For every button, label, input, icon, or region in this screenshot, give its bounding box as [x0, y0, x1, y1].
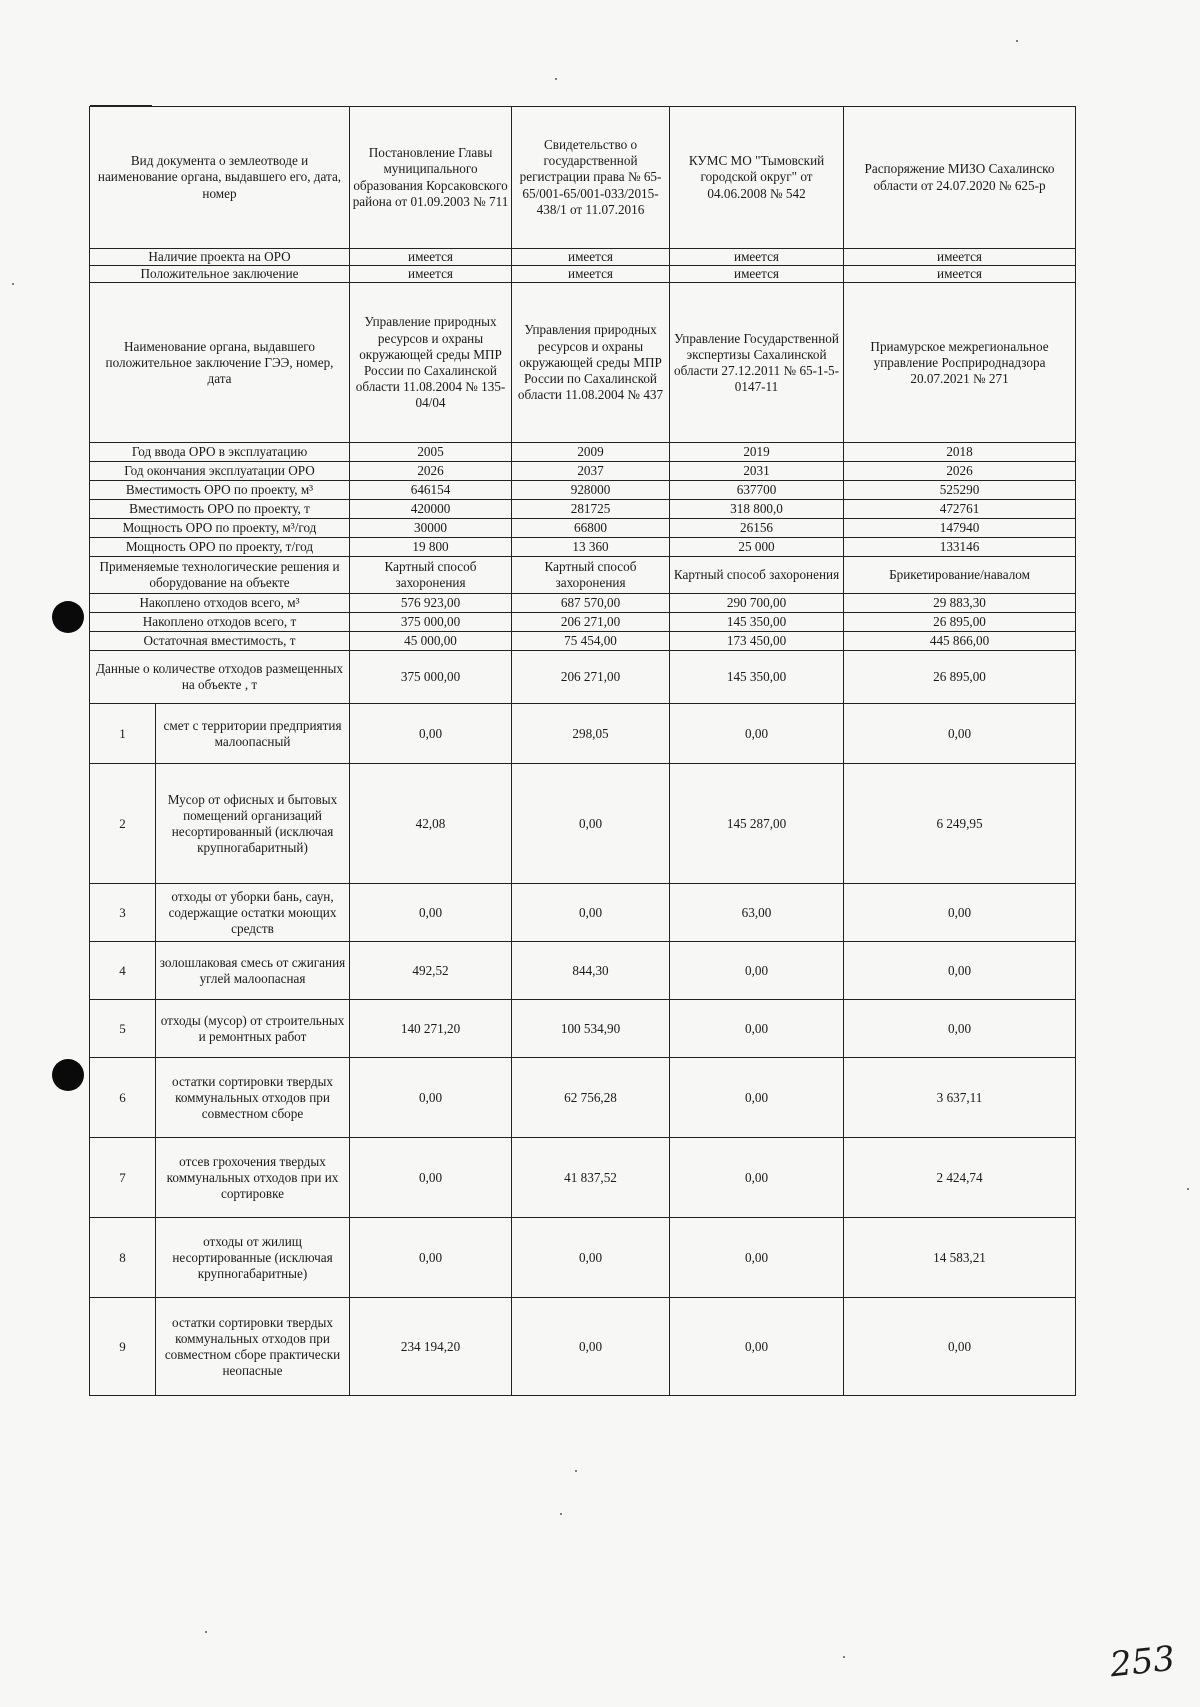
row-label: Мощность ОРО по проекту, т/год [90, 538, 350, 557]
header-col-3: КУМС МО "Тымовский городской округ" от 04.06.2008 № 542 [670, 107, 844, 249]
waste-row [90, 884, 1076, 942]
row-value: 2009 [512, 443, 670, 462]
waste-row-value: 298,05 [512, 704, 670, 764]
row-value: 26156 [670, 519, 844, 538]
waste-row-number: 1 [90, 704, 156, 764]
row-value: 2026 [844, 462, 1076, 481]
waste-row-value: 0,00 [350, 1218, 512, 1298]
table-row [90, 266, 1076, 283]
waste-row-name: остатки сортировки твердых коммунальных отходов при совместном сборе [156, 1058, 350, 1138]
waste-row-value: 0,00 [670, 1138, 844, 1218]
waste-row-value: 14 583,21 [844, 1218, 1076, 1298]
row-value: 687 570,00 [512, 594, 670, 613]
row-value: имеется [670, 266, 844, 283]
waste-row-value: 0,00 [670, 1058, 844, 1138]
row-label: Наличие проекта на ОРО [90, 249, 350, 266]
waste-row-value: 2 424,74 [844, 1138, 1076, 1218]
row-value: 445 866,00 [844, 632, 1076, 651]
table-row [90, 538, 1076, 557]
row-label: Накоплено отходов всего, т [90, 613, 350, 632]
waste-row-value: 140 271,20 [350, 1000, 512, 1058]
row-label: Вместимость ОРО по проекту, м³ [90, 481, 350, 500]
row-value: 637700 [670, 481, 844, 500]
waste-row-name: отходы от уборки бань, саун, содержащие остатки моющих средств [156, 884, 350, 942]
page-number: 253 [1108, 1638, 1177, 1686]
row-value: 75 454,00 [512, 632, 670, 651]
waste-row-value: 0,00 [350, 1138, 512, 1218]
table-row [90, 249, 1076, 266]
row-value: 206 271,00 [512, 613, 670, 632]
waste-row-value: 0,00 [350, 704, 512, 764]
table-row [90, 481, 1076, 500]
waste-row-number: 6 [90, 1058, 156, 1138]
row-value: имеется [670, 249, 844, 266]
waste-row-number: 7 [90, 1138, 156, 1218]
row-value: 2005 [350, 443, 512, 462]
row-value: 281725 [512, 500, 670, 519]
table-row [90, 557, 1076, 594]
header-col-2: Свидетельство о государственной регистрации права № 65-65/001-65/001-033/2015-438/1 от 11.07.2016 [512, 107, 670, 249]
waste-row-number: 8 [90, 1218, 156, 1298]
waste-row-value: 0,00 [670, 1218, 844, 1298]
waste-row-value: 0,00 [670, 1298, 844, 1396]
row-value: 2018 [844, 443, 1076, 462]
waste-row-value: 3 637,11 [844, 1058, 1076, 1138]
row-value: 145 350,00 [670, 651, 844, 704]
header-col-4: Распоряжение МИЗО Сахалинско области от 24.07.2020 № 625-р [844, 107, 1076, 249]
table-row [90, 283, 1076, 443]
row-value: Картный способ захоронения [512, 557, 670, 594]
row-value: 66800 [512, 519, 670, 538]
waste-row [90, 1298, 1076, 1396]
row-value: 26 895,00 [844, 651, 1076, 704]
waste-row-value: 492,52 [350, 942, 512, 1000]
waste-row-value: 0,00 [512, 1218, 670, 1298]
waste-row-value: 234 194,20 [350, 1298, 512, 1396]
row-value: 2031 [670, 462, 844, 481]
row-value: 29 883,30 [844, 594, 1076, 613]
waste-row [90, 764, 1076, 884]
row-value: 290 700,00 [670, 594, 844, 613]
waste-row-number: 5 [90, 1000, 156, 1058]
waste-row [90, 1138, 1076, 1218]
row-value: имеется [512, 249, 670, 266]
row-value: Приамурское межрегиональное управление Росприроднадзора 20.07.2021 № 271 [844, 283, 1076, 443]
waste-row-number: 2 [90, 764, 156, 884]
waste-row-number: 3 [90, 884, 156, 942]
row-value: Брикетирование/навалом [844, 557, 1076, 594]
waste-row-value: 0,00 [350, 1058, 512, 1138]
waste-row-value: 145 287,00 [670, 764, 844, 884]
row-value: имеется [512, 266, 670, 283]
waste-row-value: 0,00 [670, 942, 844, 1000]
row-value: Управление Государственной экспертизы Сахалинской области 27.12.2011 № 65-1-5-0147-11 [670, 283, 844, 443]
waste-row [90, 1000, 1076, 1058]
waste-row-value: 6 249,95 [844, 764, 1076, 884]
waste-row-value: 100 534,90 [512, 1000, 670, 1058]
waste-row-value: 0,00 [844, 1000, 1076, 1058]
row-value: 420000 [350, 500, 512, 519]
waste-row-value: 41 837,52 [512, 1138, 670, 1218]
row-label: Остаточная вместимость, т [90, 632, 350, 651]
row-value: 133146 [844, 538, 1076, 557]
header-col-1: Постановление Главы муниципального образования Корсаковского района от 01.09.2003 № 711 [350, 107, 512, 249]
waste-row-name: остатки сортировки твердых коммунальных отходов при совместном сборе практически неопасные [156, 1298, 350, 1396]
row-label: Наименование органа, выдавшего положительное заключение ГЭЭ, номер, дата [90, 283, 350, 443]
waste-row [90, 704, 1076, 764]
row-label: Год окончания эксплуатации ОРО [90, 462, 350, 481]
table-body [90, 107, 1076, 1396]
waste-row-value: 0,00 [670, 1000, 844, 1058]
row-label: Данные о количестве отходов размещенных на объекте , т [90, 651, 350, 704]
row-label: Год ввода ОРО в эксплуатацию [90, 443, 350, 462]
row-value: 375 000,00 [350, 613, 512, 632]
waste-row-name: золошлаковая смесь от сжигания углей малоопасная [156, 942, 350, 1000]
row-label: Мощность ОРО по проекту, м³/год [90, 519, 350, 538]
waste-row-value: 0,00 [844, 1298, 1076, 1396]
row-value: 525290 [844, 481, 1076, 500]
row-value: 26 895,00 [844, 613, 1076, 632]
waste-row [90, 942, 1076, 1000]
waste-row-value: 0,00 [350, 884, 512, 942]
waste-row-value: 0,00 [512, 884, 670, 942]
waste-row-name: Мусор от офисных и бытовых помещений организаций несортированный (исключая крупногабаритный) [156, 764, 350, 884]
row-value: 145 350,00 [670, 613, 844, 632]
waste-row-name: смет с территории предприятия малоопасный [156, 704, 350, 764]
table-row [90, 632, 1076, 651]
table-header-row [90, 107, 1076, 249]
waste-row-value: 0,00 [512, 764, 670, 884]
waste-row-value: 0,00 [670, 704, 844, 764]
waste-row [90, 1058, 1076, 1138]
waste-row-name: отходы (мусор) от строительных и ремонтных работ [156, 1000, 350, 1058]
waste-row-number: 4 [90, 942, 156, 1000]
table-row [90, 613, 1076, 632]
row-value: 576 923,00 [350, 594, 512, 613]
waste-row-number: 9 [90, 1298, 156, 1396]
row-label: Накоплено отходов всего, м³ [90, 594, 350, 613]
waste-row [90, 1218, 1076, 1298]
row-label: Вместимость ОРО по проекту, т [90, 500, 350, 519]
punch-hole-icon [52, 601, 84, 633]
waste-row-name: отходы от жилищ несортированные (исключая крупногабаритные) [156, 1218, 350, 1298]
table-row [90, 500, 1076, 519]
table-row [90, 594, 1076, 613]
row-value: Управления природных ресурсов и охраны окружающей среды МПР России по Сахалинской области 11.08.2004 № 437 [512, 283, 670, 443]
row-value: имеется [844, 249, 1076, 266]
row-value: 2026 [350, 462, 512, 481]
row-value: 318 800,0 [670, 500, 844, 519]
row-value: 472761 [844, 500, 1076, 519]
row-value: 375 000,00 [350, 651, 512, 704]
row-value: 147940 [844, 519, 1076, 538]
row-value: 173 450,00 [670, 632, 844, 651]
row-value: имеется [844, 266, 1076, 283]
table-row [90, 519, 1076, 538]
waste-row-value: 0,00 [844, 884, 1076, 942]
row-value: 13 360 [512, 538, 670, 557]
row-label: Положительное заключение [90, 266, 350, 283]
waste-row-value: 0,00 [512, 1298, 670, 1396]
waste-row-value: 844,30 [512, 942, 670, 1000]
row-value: 2037 [512, 462, 670, 481]
row-value: 206 271,00 [512, 651, 670, 704]
table-row [90, 462, 1076, 481]
table-row [90, 443, 1076, 462]
row-value: 646154 [350, 481, 512, 500]
row-value: Управление природных ресурсов и охраны окружающей среды МПР России по Сахалинской области 11.08.2004 № 135-04/04 [350, 283, 512, 443]
row-value: имеется [350, 266, 512, 283]
punch-hole-icon [52, 1059, 84, 1091]
row-value: имеется [350, 249, 512, 266]
landfill-registry-table [89, 106, 1076, 1396]
waste-row-name: отсев грохочения твердых коммунальных отходов при их сортировке [156, 1138, 350, 1218]
row-value: 30000 [350, 519, 512, 538]
waste-row-value: 0,00 [844, 704, 1076, 764]
waste-row-value: 62 756,28 [512, 1058, 670, 1138]
row-value: Картный способ захоронения [350, 557, 512, 594]
row-value: 2019 [670, 443, 844, 462]
waste-row-value: 42,08 [350, 764, 512, 884]
table-row [90, 651, 1076, 704]
row-value: 25 000 [670, 538, 844, 557]
row-value: 928000 [512, 481, 670, 500]
row-value: 19 800 [350, 538, 512, 557]
waste-row-value: 63,00 [670, 884, 844, 942]
row-label: Применяемые технологические решения и оборудование на объекте [90, 557, 350, 594]
waste-row-value: 0,00 [844, 942, 1076, 1000]
row-value: 45 000,00 [350, 632, 512, 651]
row-value: Картный способ захоронения [670, 557, 844, 594]
header-label-cell: Вид документа о землеотводе и наименование органа, выдавшего его, дата, номер [90, 107, 350, 249]
